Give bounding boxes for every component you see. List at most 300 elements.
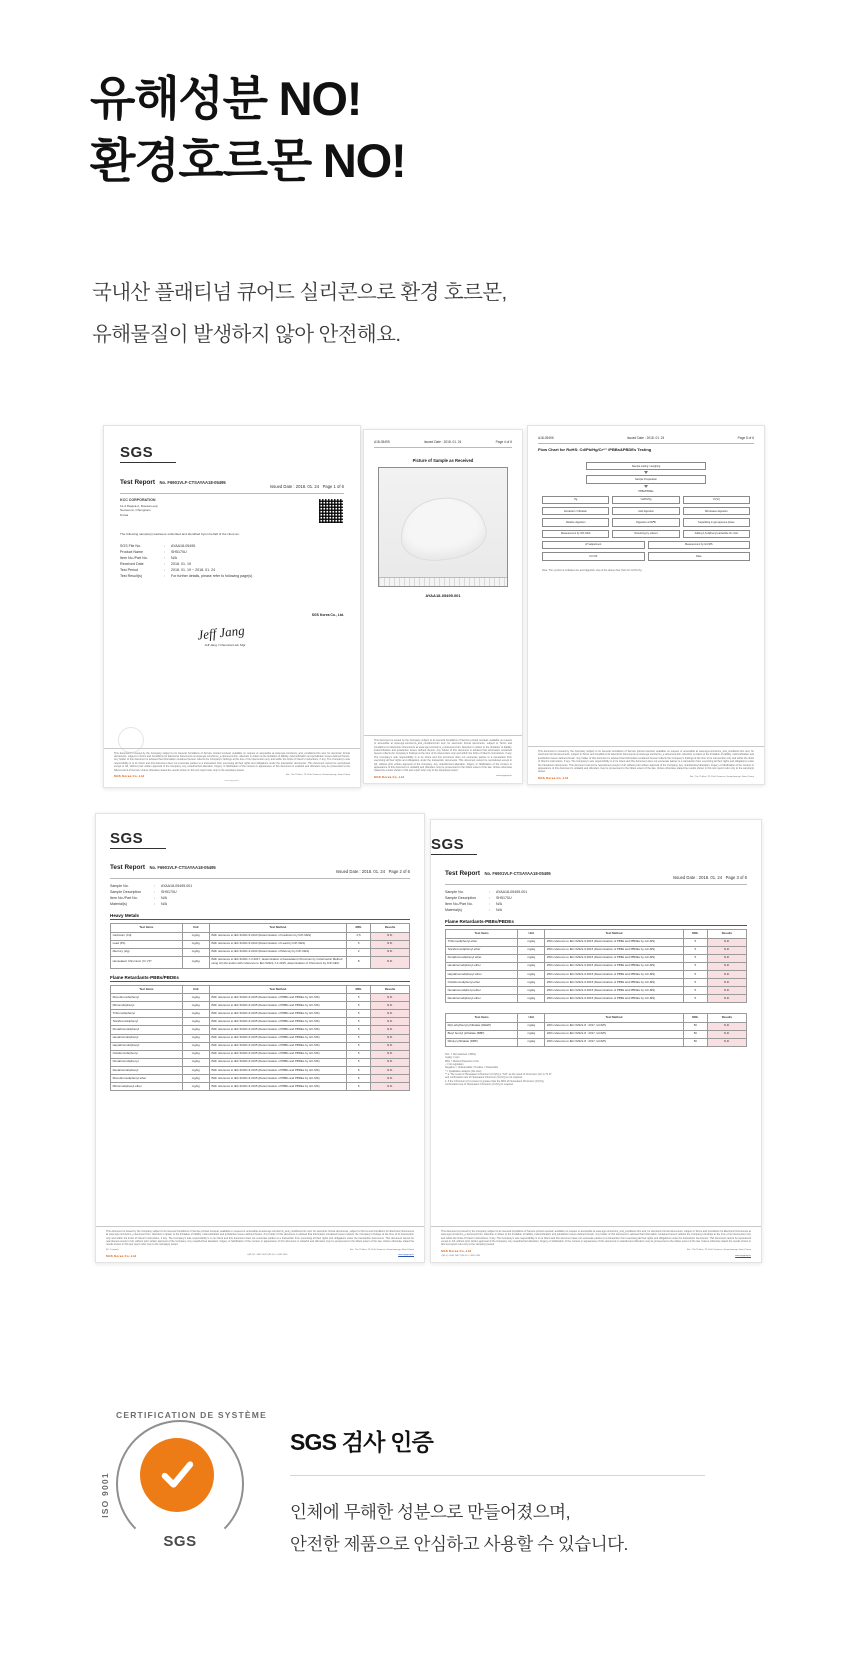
cell-unit: mg/kg — [518, 970, 545, 978]
cell-item: Heptabromodiphenyl ether — [446, 970, 518, 978]
table-row — [111, 1026, 410, 1034]
flow-node: pH adjustment — [542, 541, 645, 549]
col-test-method: Test Method — [209, 985, 347, 993]
page3-issued-date: 2018. 01. 24 — [646, 436, 665, 440]
flow-node: Acid digestion — [612, 507, 679, 515]
cell-result: N.D. — [371, 1050, 410, 1058]
table-header-row — [111, 924, 410, 932]
ruler-graphic — [379, 577, 507, 586]
flow-node: UV-VIS — [542, 552, 645, 560]
sample-field: Item No./Part No. : N/A — [445, 902, 502, 907]
cell-item: Lead (Pb) — [111, 940, 183, 948]
report-field: Test Result(s) : For further details, please refer to following page(s) — [120, 574, 253, 579]
cell-mdl: 5 — [347, 940, 371, 948]
phthalates-table — [445, 1013, 747, 1046]
table-row — [111, 1083, 410, 1091]
cell-result: N.D. — [707, 1038, 746, 1046]
cell-unit: mg/kg — [182, 932, 209, 940]
col-mdl: MDL — [683, 930, 707, 938]
sgs-logo: SGS — [110, 830, 144, 847]
certificate-gallery — [95, 425, 765, 1273]
section-heading-pbde: Flame Retardants-PBBs/PBDEs — [445, 919, 747, 926]
cell-mdl: 5 — [347, 1026, 371, 1034]
cell-result: N.D. — [371, 948, 410, 956]
report-field: Item No./Part No. : N/A — [120, 555, 177, 560]
sample-intro: The following sample(s) was/were submitted and identified by/on behalf of the client as : — [120, 532, 241, 536]
cell-item: Tetrabromodiphenyl ether — [446, 946, 518, 954]
sample-field: Item No./Part No. : N/A — [110, 896, 167, 901]
badge-line-1: 인체에 무해한 성분으로 만들어졌으며, — [290, 1502, 570, 1522]
cell-mdl: 5 — [347, 1075, 371, 1083]
table-row — [111, 1002, 410, 1010]
cell-result: N.D. — [707, 979, 746, 987]
badge-divider — [290, 1475, 705, 1476]
col-test-items: Test Items — [446, 930, 518, 938]
table-row — [446, 938, 747, 946]
cell-method: With reference to IEC 62321-6:2015 (Determination of PBBs and PBDEs by GC-MS) — [545, 954, 683, 962]
col-unit: Unit — [518, 930, 545, 938]
flow-branch-label: PBBs/PBDEs — [638, 489, 654, 493]
note-item: ** a. The result of Hexavalent Chromium (Cr(VI)) is "N.D" as the result of Chromium (Cr) is "N.D", — [445, 1073, 553, 1077]
table-row — [111, 1034, 410, 1042]
table-row — [111, 994, 410, 1002]
cell-unit: mg/kg — [182, 1050, 209, 1058]
footer-website-link[interactable]: www.sgsgroup.kr — [398, 1253, 414, 1256]
footer-address: Ent., The IT office, 78, 10-til, Gasan-ro, Geumcheon-gu, Seoul, Korea — [687, 1248, 751, 1251]
cell-mdl: 50 — [683, 1038, 707, 1046]
flame-retardants-table — [110, 985, 410, 1091]
notes-list — [445, 1053, 747, 1087]
cell-method: With reference to IEC 62321-6:2015 (Determination of PBBs and PBDEs by GC-MS) — [209, 1026, 347, 1034]
disclaimer-footer — [528, 746, 764, 784]
cell-result: N.D. — [371, 1010, 410, 1018]
flowchart-title: Flow Chart for RoHS: Cd/Pb/Hg/Cr⁶⁺ /PBBs&PBDEs Testing — [538, 447, 652, 452]
cell-item: Dibromobiphenyl — [111, 1002, 183, 1010]
cell-unit: mg/kg — [182, 1002, 209, 1010]
flow-node: Separating in gel aqueous phase — [683, 518, 750, 526]
page3-header-no: A18-05495 — [538, 436, 554, 440]
footer-website-link[interactable]: www.sgsgroup.kr — [735, 1254, 751, 1257]
flowchart — [536, 462, 756, 572]
certificate-row-bottom — [95, 813, 765, 1273]
sgs-korea-logo: SGS Korea Co.,Ltd — [374, 774, 405, 779]
seal-left-text: ISO 9001 — [99, 1472, 110, 1518]
page-label: Page 1 of 6 — [322, 484, 344, 489]
table-row — [111, 940, 410, 948]
cell-result: N.D. — [371, 994, 410, 1002]
page2-page-label: Page 4 of 6 — [495, 440, 512, 444]
flowchart-note: Note: The symbol ※ indicates the acid digestion step of the above flow chart for Cd,Pb,Hg — [542, 568, 642, 572]
cell-method: With reference to IEC 62321-6:2015 (Determination of PBBs and PBDEs by GC-MS) — [209, 994, 347, 1002]
report-title: Test Report — [445, 870, 481, 877]
section-heading-heavy-metals: Heavy Metals — [110, 913, 410, 920]
photo-caption: Picture of Sample as Received — [412, 458, 474, 463]
cell-result: N.D. — [707, 946, 746, 954]
report-field: SGS File No. : AYAA18-05495 — [120, 543, 196, 548]
cell-method: With reference to IEC 62321-6:2015 (Determination of PBBs and PBDEs by GC-MS) — [545, 995, 683, 1003]
col-test-method: Test Method — [545, 1014, 683, 1022]
cell-item: Monobromobiphenyl — [111, 994, 183, 1002]
cell-item: Pentabromobiphenyl — [111, 1026, 183, 1034]
cell-result: N.D. — [707, 995, 746, 1003]
table-row — [446, 1038, 747, 1046]
issued-label: Issued Date : — [269, 484, 295, 489]
flow-node: Sample Preparation — [586, 475, 707, 483]
cell-method: With reference to IEC 62321-6:2015 (Determination of PBBs and PBDEs by GC-MS) — [545, 970, 683, 978]
cell-item: Decabromobiphenyl — [111, 1067, 183, 1075]
table-row — [111, 1067, 410, 1075]
cell-unit: mg/kg — [182, 1075, 209, 1083]
cell-result: N.D. — [707, 938, 746, 946]
footer-address: Ent., The IT office, 78, 10-til, Gasan-ro, Geumcheon-gu, Seoul, Korea — [286, 773, 350, 776]
cell-method: With reference to IEC 62321-6:2015 (Determination of PBBs and PBDEs by GC-MS) — [545, 979, 683, 987]
flow-node: Data — [648, 552, 751, 560]
cell-mdl: 50 — [683, 1030, 707, 1038]
disclaimer-text: This document is issued by the Company subject to its General Conditions of Service printed overleaf, available on request or accessible at www.sgs.com/terms_and_conditions.htm and, for electronic format documents, subject to Terms and Conditions for Electronic Documents at www.sgs.com/terms_e-document.htm. Attention is drawn to the limitation of liability, indemnification and jurisdiction issues defined therein. Any holder of this document is advised that information contained hereon reflects the Company's findings at the time of its intervention only and within the limits of Client's instructions, if any. The Company's sole responsibility is to its Client and this document does not exonerate parties to a transaction from exercising all their rights and obligations under the transaction documents. This document cannot be reproduced except in full, without prior written approval of the Company. Any unauthorized alteration, forgery or falsification of the content or appearance of this document is unlawful and offenders may be prosecuted to the fullest extent of the law. Unless otherwise stated the results shown in this test report refer only to the sample(s) tested. — [114, 751, 350, 772]
cell-mdl: 5 — [683, 962, 707, 970]
disclaimer-footer — [431, 1226, 761, 1262]
certificate-page-5[interactable] — [430, 819, 762, 1263]
cell-item: Hexabromobiphenyl — [111, 1034, 183, 1042]
disclaimer-footer — [364, 735, 522, 783]
col-test-items: Test Items — [111, 985, 183, 993]
cell-result: N.D. — [707, 954, 746, 962]
cell-item: Octabromodiphenyl ether — [446, 979, 518, 987]
col-test-items: Test Items — [111, 924, 183, 932]
cell-result: N.D. — [707, 987, 746, 995]
cell-result: N.D. — [371, 956, 410, 968]
note-item: * = Qualitative analysis (No Line) — [445, 1069, 482, 1073]
table-row — [111, 1018, 410, 1026]
disclaimer-text: This document is issued by the Company subject to its General Conditions of Service printed overleaf, available on request or accessible at www.sgs.com/terms_and_conditions.htm and, for electronic format documents, subject to Terms and Conditions for Electronic Documents at www.sgs.com/terms_e-document.htm. Attention is drawn to the limitation of liability, indemnification and jurisdiction issues defined therein. Any holder of this document is advised that information contained hereon reflects the Company's findings at the time of its intervention only and within the limits of Client's instructions, if any. The Company's sole responsibility is to its Client and this document does not exonerate parties to a transaction from exercising all their rights and obligations under the transaction documents. This document cannot be reproduced except in full, without prior written approval of the Company. Any unauthorized alteration, forgery or falsification of the content or appearance of this document is unlawful and offenders may be prosecuted to the fullest extent of the law. Unless otherwise stated the results shown in this test report refer only to the sample(s) tested. — [374, 738, 512, 773]
cell-mdl: 2 — [347, 948, 371, 956]
flow-node: Adding 1,5-diphenyl-carbazide for color — [683, 530, 750, 538]
table-row — [111, 1058, 410, 1066]
table-row — [111, 948, 410, 956]
cell-method: With reference to IEC 62321-6:2015 (Determination of PBBs and PBDEs by GC-MS) — [545, 946, 683, 954]
cell-item: Tetrabromobiphenyl — [111, 1018, 183, 1026]
issued-date: 2018. 01. 24 — [361, 869, 386, 874]
table-row — [111, 1050, 410, 1058]
cell-result: N.D. — [371, 1002, 410, 1010]
cell-unit: mg/kg — [182, 948, 209, 956]
checkmark-icon — [140, 1438, 214, 1512]
cell-item: Dibromodiphenyl ether — [111, 1083, 183, 1091]
table-header-row — [111, 985, 410, 993]
section-heading-flame-retardants: Flame Retardants-PBBs/PBDEs — [110, 975, 410, 982]
col-test-method: Test Method — [209, 924, 347, 932]
cell-method: With reference to IEC 62321-6:2015 (Determination of PBBs and PBDEs by GC-MS) — [545, 938, 683, 946]
cell-unit: mg/kg — [182, 956, 209, 968]
page2-header-no: A18-05495 — [374, 440, 390, 444]
cell-result: N.D. — [707, 1030, 746, 1038]
table-row — [446, 962, 747, 970]
footer-address: www.sgsgroup.kr — [496, 774, 512, 777]
table-row — [446, 1022, 747, 1030]
report-number: No. F6901VLF-CTSAYAA18-05495 — [149, 865, 216, 870]
issued-date: 2018. 01. 24 — [698, 875, 723, 880]
cell-method: With reference to IEC 62321-6:2015 (Determination of PBBs and PBDEs by GC-MS) — [209, 1067, 347, 1075]
signer-name: Jeff Jang / Chemical Lab. Mgr — [204, 643, 246, 648]
cell-mdl: 5 — [683, 979, 707, 987]
badge-line-2: 안전한 제품으로 안심하고 사용할 수 있습니다. — [290, 1534, 628, 1555]
cell-method: With reference to IEC 62321-5:2013 (Determination of Lead by ICP-OES) — [209, 940, 347, 948]
table-row — [111, 932, 410, 940]
report-field: Received Date : 2018. 01. 19 — [120, 561, 191, 566]
cell-unit: mg/kg — [182, 1010, 209, 1018]
certificate-page-2[interactable] — [363, 429, 523, 784]
cell-item: Butyl benzyl phthalate (BBP) — [446, 1030, 518, 1038]
signature: Jeff Jang — [196, 622, 246, 643]
cell-method: With reference to IEC 62321-6:2015 (Determination of PBBs and PBDEs by GC-MS) — [209, 1058, 347, 1066]
note-item: mg/kg = ppm — [445, 1056, 460, 1060]
footer-address: Ent., The IT office, 78, 10-til, Gasan-ro, Geumcheon-gu, Seoul, Korea — [350, 1248, 414, 1251]
cell-mdl: 5 — [683, 954, 707, 962]
subcopy — [92, 272, 507, 356]
cell-mdl: 5 — [683, 970, 707, 978]
cell-mdl: 5 — [347, 1034, 371, 1042]
pbde-table — [445, 929, 747, 1003]
sample-id: AYAA18-05495.001 — [425, 593, 461, 598]
signing-company: SGS Korea Co., Ltd. — [311, 613, 344, 618]
cell-mdl: 8 — [347, 956, 371, 968]
qr-code — [318, 498, 344, 524]
sample-field: Sample Description : SH5170U — [110, 890, 177, 895]
client-name: KCC CORPORATION — [120, 498, 156, 502]
cell-result: N.D. — [371, 1083, 410, 1091]
cell-unit: mg/kg — [518, 987, 545, 995]
table-header-row — [446, 1014, 747, 1022]
cell-mdl: 5 — [347, 1050, 371, 1058]
cell-result: N.D. — [371, 1042, 410, 1050]
cell-item: Pentabromodiphenyl ether — [446, 954, 518, 962]
issued-label: Issued Date : — [672, 875, 698, 880]
cell-unit: mg/kg — [518, 1030, 545, 1038]
note-item: and confirmation test of Hexavalent Chromium (Cr(VI)) is not required. — [445, 1076, 523, 1080]
flow-node: Microwave digestion — [683, 507, 750, 515]
disclaimer-text: This document is issued by the Company subject to its General Conditions of Service printed overleaf, available on request or accessible at www.sgs.com/terms_and_conditions.htm and, for electronic format documents, subject to Terms and Conditions for Electronic Documents at www.sgs.com/terms_e-document.htm. Attention is drawn to the limitation of liability, indemnification and jurisdiction issues defined therein. Any holder of this document is advised that information contained hereon reflects the Company's findings at the time of its intervention only and within the limits of Client's instructions, if any. The Company's sole responsibility is to its Client and this document does not exonerate parties to a transaction from exercising all their rights and obligations under the transaction documents. This document cannot be reproduced except in full, without prior written approval of the Company. Any unauthorized alteration, forgery or falsification of the content or appearance of this document is unlawful and offenders may be prosecuted to the fullest extent of the law. Unless otherwise stated the results shown in this test report refer only to the sample(s) tested. — [441, 1229, 751, 1247]
sample-field: Sample No. : AYAA18-05495.001 — [110, 884, 193, 888]
cell-item: Nonabromobiphenyl — [111, 1058, 183, 1066]
page-label: Page 3 of 6 — [725, 875, 747, 880]
col-test-items: Test Items — [446, 1014, 518, 1022]
sample-photo — [378, 467, 508, 587]
report-field: Test Period : 2018. 01. 19 ~ 2018. 01. 24 — [120, 568, 216, 573]
table-row — [446, 995, 747, 1003]
cell-result: N.D. — [371, 1067, 410, 1075]
cell-item: Di(2-ethylhexyl) phthalate (DEHP) — [446, 1022, 518, 1030]
cell-result: N.D. — [371, 1034, 410, 1042]
cell-mdl: 5 — [347, 1067, 371, 1075]
table-row — [446, 954, 747, 962]
table-row — [111, 1042, 410, 1050]
note-item: confirmation test of Hexavalent Chromium (Cr(VI)) is required. — [445, 1083, 514, 1087]
table-row — [446, 987, 747, 995]
seal-brand-text: SGS — [163, 1533, 197, 1550]
subcopy-line-2: 유해물질이 발생하지 않아 안전해요. — [92, 323, 401, 347]
cell-item: Hexavalent Chromium (Cr VI)* — [111, 956, 183, 968]
cell-unit: mg/kg — [182, 940, 209, 948]
cell-mdl: 5 — [347, 994, 371, 1002]
client-address-2: Seosan-si, Chungnam — [120, 508, 151, 513]
cell-result: N.D. — [371, 940, 410, 948]
cell-item: Decabromodiphenyl ether — [446, 995, 518, 1003]
report-number: No. F6901VLF-CTSAYAA18-05495 — [159, 480, 226, 485]
cell-item: Cadmium (Cd) — [111, 932, 183, 940]
page3-issued-label: Issued Date : — [626, 436, 646, 440]
table-header-row — [446, 930, 747, 938]
cell-unit: mg/kg — [518, 1038, 545, 1046]
cell-method: With reference to IEC 62321-5:2013 (Determination of Cadmium by ICP-OES) — [209, 932, 347, 940]
table-row — [111, 1075, 410, 1083]
footer-tel: t (82-2) - 6095 1442 f (82-2)-2 - 6095 1420 — [441, 1254, 481, 1257]
cell-result: N.D. — [371, 1018, 410, 1026]
cell-mdl: 5 — [683, 987, 707, 995]
iso-9001-seal — [99, 1404, 267, 1564]
cell-result: N.D. — [707, 1022, 746, 1030]
client-address-1: 11-4 Daejuk-ri, Daesan-eup — [120, 503, 158, 508]
cell-method: With reference to IEC 62321-6:2015 (Determination of PBBs and PBDEs by GC-MS) — [209, 1018, 347, 1026]
page2-issued-date: 2018. 01. 24 — [443, 440, 462, 444]
cell-item: Monobromodiphenyl ether — [111, 1075, 183, 1083]
certificate-page-4[interactable] — [95, 813, 425, 1263]
flow-node: Measurement by GC/MS — [648, 541, 751, 549]
table-row — [111, 956, 410, 968]
cell-mdl: 5 — [347, 1010, 371, 1018]
cell-unit: mg/kg — [182, 1067, 209, 1075]
cell-mdl: 5 — [347, 1042, 371, 1050]
sgs-korea-logo: SGS Korea Co.,Ltd — [106, 1253, 137, 1258]
report-number: No. F6901VLF-CTSAYAA18-05495 — [484, 871, 551, 876]
cell-method: With reference to IEC 62321-6:2015 (Determination of PBBs and PBDEs by GC-MS) — [209, 1034, 347, 1042]
flow-node: Alkaline digestion — [542, 518, 609, 526]
cell-method: With reference to IEC 62321-6:2015 (Determination of PBBs and PBDEs by GC-MS) — [209, 1042, 347, 1050]
footer-code: KF- 1 (report) — [106, 1248, 119, 1251]
cell-item: Hexabromodiphenyl ether — [446, 962, 518, 970]
cell-method: With reference to IEC 62321-6:2015 (Determination of PBBs and PBDEs by GC-MS) — [209, 1010, 347, 1018]
sgs-korea-logo: SGS Korea Co.,Ltd — [538, 775, 569, 780]
client-address-3: Korea — [120, 512, 129, 517]
cell-mdl: 5 — [347, 1058, 371, 1066]
cell-unit: mg/kg — [518, 946, 545, 954]
cell-mdl: 5 — [683, 938, 707, 946]
table-row — [446, 1030, 747, 1038]
note-item: N.D. = Not detected (<MDL) — [445, 1052, 477, 1056]
page-label: Page 2 of 6 — [388, 869, 410, 874]
headline-line-1: 유해성분 NO! — [90, 72, 362, 125]
cell-item: Octabromobiphenyl — [111, 1050, 183, 1058]
table-row — [446, 979, 747, 987]
badge-title: SGS 검사 인증 — [290, 1429, 434, 1455]
subcopy-line-1: 국내산 플래티넘 큐어드 실리콘으로 환경 호르몬, — [92, 281, 507, 304]
note-item: Negative = Undetectable / Positive = Detectable — [445, 1066, 499, 1070]
cell-method: With reference to IEC 62321-6:2015 (Determination of PBBs and PBDEs by GC-MS) — [209, 1050, 347, 1058]
cell-result: N.D. — [371, 1026, 410, 1034]
cell-unit: mg/kg — [518, 938, 545, 946]
col-results: Results — [371, 985, 410, 993]
flow-node: Extraction / Filtration — [542, 507, 609, 515]
cell-method: With reference to IEC 62321-7-2:2017, determination of Hexavalent Chromium by Colorimetric Method using UV-Vis and/or with reference to IEC 62321-7-1:2015, determination of Chromium by ICP-OES. — [209, 956, 347, 968]
cell-unit: mg/kg — [182, 1042, 209, 1050]
cell-method: With reference to IEC 62321-6:2015 (Determination of PBBs and PBDEs by GC-MS) — [209, 1002, 347, 1010]
report-field: Product Name : SH5170U — [120, 549, 187, 554]
cell-unit: mg/kg — [182, 994, 209, 1002]
sample-field: Sample Description : SH5170U — [445, 896, 512, 901]
col-mdl: MDL — [683, 1014, 707, 1022]
sgs-logo: SGS — [431, 836, 465, 853]
cell-mdl: 0.5 — [347, 932, 371, 940]
cell-mdl: 5 — [347, 1002, 371, 1010]
note-item: b. If the Chromium (Cr) content is greater than the MDL of Hexavalent Chromium (Cr(VI)), — [445, 1079, 545, 1083]
cell-mdl: 5 — [347, 1083, 371, 1091]
cell-method: With reference to IEC 62321-8 : 2017, GC/MS — [545, 1030, 683, 1038]
cell-item: Heptabromobiphenyl — [111, 1042, 183, 1050]
flow-node: Cr(VI) — [683, 496, 750, 504]
table-row — [111, 1010, 410, 1018]
cell-unit: mg/kg — [518, 954, 545, 962]
col-mdl: MDL — [347, 985, 371, 993]
col-unit: Unit — [182, 924, 209, 932]
page2-issued-label: Issued Date : — [423, 440, 443, 444]
cell-item: Dibutyl phthalate (DBP) — [446, 1038, 518, 1046]
note-item: - = No regulation — [445, 1062, 464, 1066]
col-results: Results — [371, 924, 410, 932]
cell-method: With reference to IEC 62321-6:2015 (Determination of PBBs and PBDEs by GC-MS) — [209, 1075, 347, 1083]
cell-item: Tribromobiphenyl — [111, 1010, 183, 1018]
cell-unit: mg/kg — [518, 962, 545, 970]
cell-result: N.D. — [371, 1058, 410, 1066]
certification-badge-section — [0, 1390, 860, 1620]
certificate-row-top — [95, 425, 765, 795]
col-test-method: Test Method — [545, 930, 683, 938]
cell-item: Nonabromodiphenyl ether — [446, 987, 518, 995]
col-unit: Unit — [518, 1014, 545, 1022]
cell-method: With reference to IEC 62321-6:2015 (Determination of PBBs and PBDEs by GC-MS) — [545, 962, 683, 970]
footer-tel: t (82-2)2 - 6095 1442 f (82-2)-2 - 6095 1420 — [247, 1253, 288, 1256]
flow-node: Cd/Pb/Hg — [612, 496, 679, 504]
sample-field: Sample No. : AYAA18-05495.001 — [445, 890, 528, 894]
sgs-logo: SGS — [120, 444, 154, 461]
cell-unit: mg/kg — [182, 1026, 209, 1034]
col-unit: Unit — [182, 985, 209, 993]
col-results: Results — [707, 930, 746, 938]
silicone-sample-shape — [396, 493, 490, 566]
cell-mdl: 5 — [683, 946, 707, 954]
flow-node: Digestion at 90℃ — [612, 518, 679, 526]
seal-top-text: CERTIFICATION DE SYSTÈME — [116, 1410, 267, 1420]
cell-result: N.D. — [371, 932, 410, 940]
note-item: MDL = Method Detection Limit — [445, 1059, 479, 1063]
certificate-page-3[interactable] — [527, 425, 765, 785]
issued-date: 2018. 01. 24 — [295, 484, 320, 489]
flow-node: Measurement by ICP-OES — [542, 530, 609, 538]
cell-mdl: 50 — [683, 1022, 707, 1030]
cell-method: With reference to IEC 62321-8 : 2017, GC/MS — [545, 1022, 683, 1030]
cell-item: Tribromodiphenyl ether — [446, 938, 518, 946]
report-title: Test Report — [120, 479, 156, 486]
disclaimer-footer — [104, 748, 360, 787]
cell-method: With reference to IEC 62321-4:2013 (Determination of Mercury by ICP-OES) — [209, 948, 347, 956]
certificate-page-1[interactable] — [103, 425, 361, 788]
sgs-korea-logo: SGS Korea Co.,Ltd — [114, 773, 145, 778]
col-results: Results — [707, 1014, 746, 1022]
col-mdl: MDL — [347, 924, 371, 932]
sample-field: Material(s) : N/A — [110, 902, 167, 907]
heavy-metals-table — [110, 923, 410, 968]
cell-result: N.D. — [371, 1075, 410, 1083]
table-row — [446, 946, 747, 954]
cell-unit: mg/kg — [518, 979, 545, 987]
